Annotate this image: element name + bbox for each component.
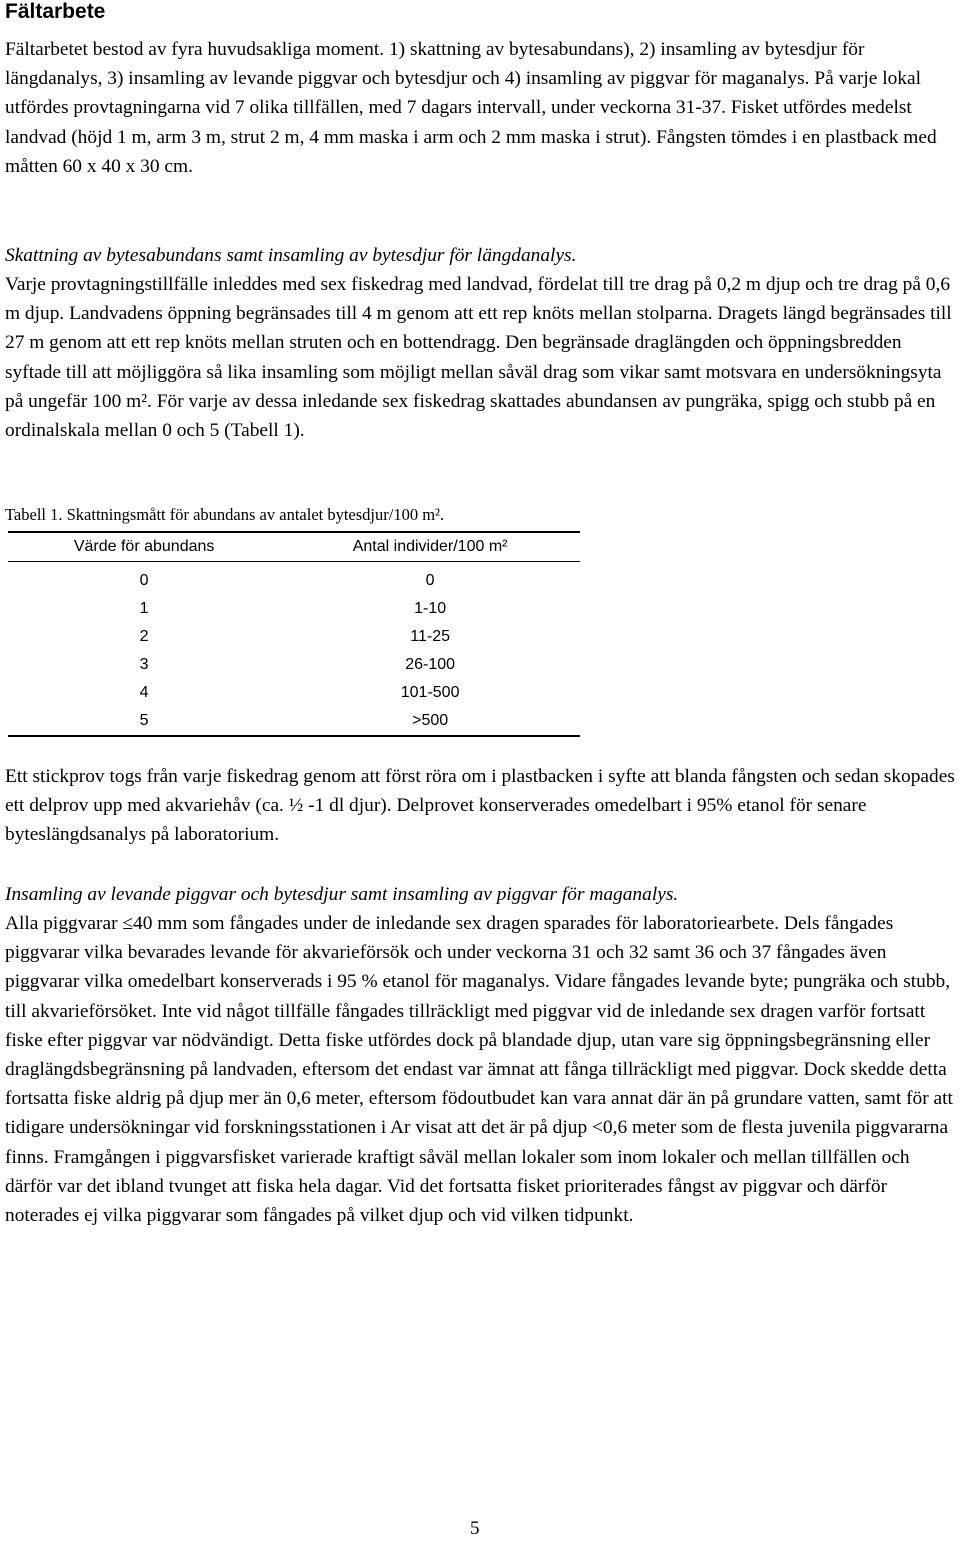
table-cell: 26-100 <box>405 656 456 673</box>
subsection-heading-turbot: Insamling av levande piggvar och bytesdjur samt insamling av piggvar för maganalys. <box>5 884 679 905</box>
turbot-paragraph: Alla piggvarar ≤40 mm som fångades under de inledande sex dragen sparades för laboratoriearbete. Dels fångades piggvarar vilka bevarades levande för akvarieförsök och under veckorna 31 och 32 samt 36 och 37 fångades även piggvarar vilka omedelbart konserverads i 95 % etanol för maganalys. Vidare fångades levande byte; pungräka och stubb, till akvarieförsöket. Inte vid något tillfälle fångades tillräckligt med piggvar vid de inledande sex dragen varför fortsatt fiske efter piggvar var nödvändigt. Detta fiske utfördes dock på blandade djup, utan vare sig öppningsbegränsning eller draglängdsbegränsning på landvaden, eftersom det endast var ämnat att fånga tillräckligt med piggvar. Dock skedde detta fortsatta fiske aldrig på djup mer än 0,6 meter, eftersom födoutbudet kan vara annat där än på grundare vatten, samt för att tidigare undersökningar vid forskningsstationen i Ar visat att det är på djup <0,6 meter som de flesta juvenila piggvararna finns. Framgången i piggvarsfisket varierade kraftigt såväl mellan lokaler som inom lokaler och mellan tillfällen och därför var det ibland tvunget att fiska hela dagar. Vid det fortsatta fisket prioriterades fångst av piggvar och därför noterades ej vilka piggvarar som fångades på vilket djup och vid vilken tidpunkt. <box>5 913 953 1227</box>
table-cell: 5 <box>8 707 280 736</box>
table-cell: 1 <box>139 600 149 617</box>
section-title: Fältarbete <box>5 0 106 23</box>
table-header-row <box>8 532 580 562</box>
table-cell: 2 <box>139 628 149 645</box>
table-row <box>8 651 580 679</box>
table-cell: 3 <box>139 656 149 673</box>
column-header-count: Antal individer/100 m² <box>280 532 580 562</box>
intro-paragraph: Fältarbetet bestod av fyra huvudsakliga moment. 1) skattning av bytesabundans), 2) insamling av bytesdjur för längdanalys, 3) insamling av levande piggvar och bytesdjur och 4) insamling av piggvar för maganalys. På varje lokal utfördes provtagningarna vid 7 olika tillfällen, med 7 dagars intervall, under veckorna 31-37. Fisket utfördes medelst landvad (höjd 1 m, arm 3 m, strut 2 m, 4 mm maska i arm och 2 mm maska i strut). Fångsten tömdes i en plastback med måtten 60 x 40 x 30 cm. <box>5 39 937 177</box>
table-row <box>8 595 580 623</box>
table-cell: 11-25 <box>410 628 450 645</box>
table-cell: 1-10 <box>414 600 447 617</box>
subsample-paragraph: Ett stickprov togs från varje fiskedrag genom att först röra om i plastbacken i syfte att blanda fångsten och sedan skopades ett delprov upp med akvariehåv (ca. ½ -1 dl djur). Delprovet konserverades omedelbart i 95% etanol för senare byteslängdsanalys på laboratorium. <box>5 766 955 846</box>
table-caption: Tabell 1. Skattningsmått för abundans av antalet bytesdjur/100 m². <box>5 505 445 524</box>
table-cell: 0 <box>425 572 435 589</box>
table-cell: 101-500 <box>400 684 460 701</box>
abundance-table <box>8 531 580 737</box>
column-header-value: Värde för abundans <box>8 532 280 562</box>
subsection-heading-abundance: Skattning av bytesabundans samt insamling av bytesdjur för längdanalys. <box>5 245 577 266</box>
table-row <box>8 679 580 707</box>
table-cell: 4 <box>139 684 149 701</box>
table-cell: 0 <box>139 572 149 589</box>
table-row <box>8 707 580 736</box>
table-cell: >500 <box>280 707 580 736</box>
page-number: 5 <box>470 1518 480 1539</box>
sampling-paragraph: Varje provtagningstillfälle inleddes med sex fiskedrag med landvad, fördelat till tre drag på 0,2 m djup och tre drag på 0,6 m djup. Landvadens öppning begränsades till 4 m genom att ett rep knöts mellan stolparna. Dragets längd begränsades till 27 m genom att ett rep knöts mellan struten och en bottendragg. Den begränsade draglängden och öppningsbredden syftade till att möjliggöra så lika insamling som möjligt mellan såväl drag som vikar samt motsvara en undersökningsyta på ungefär 100 m². För varje av dessa inledande sex fiskedrag skattades abundansen av pungräka, spigg och stubb på en ordinalskala mellan 0 och 5 (Tabell 1). <box>5 274 952 442</box>
table-row <box>8 623 580 651</box>
table-row <box>8 562 580 596</box>
